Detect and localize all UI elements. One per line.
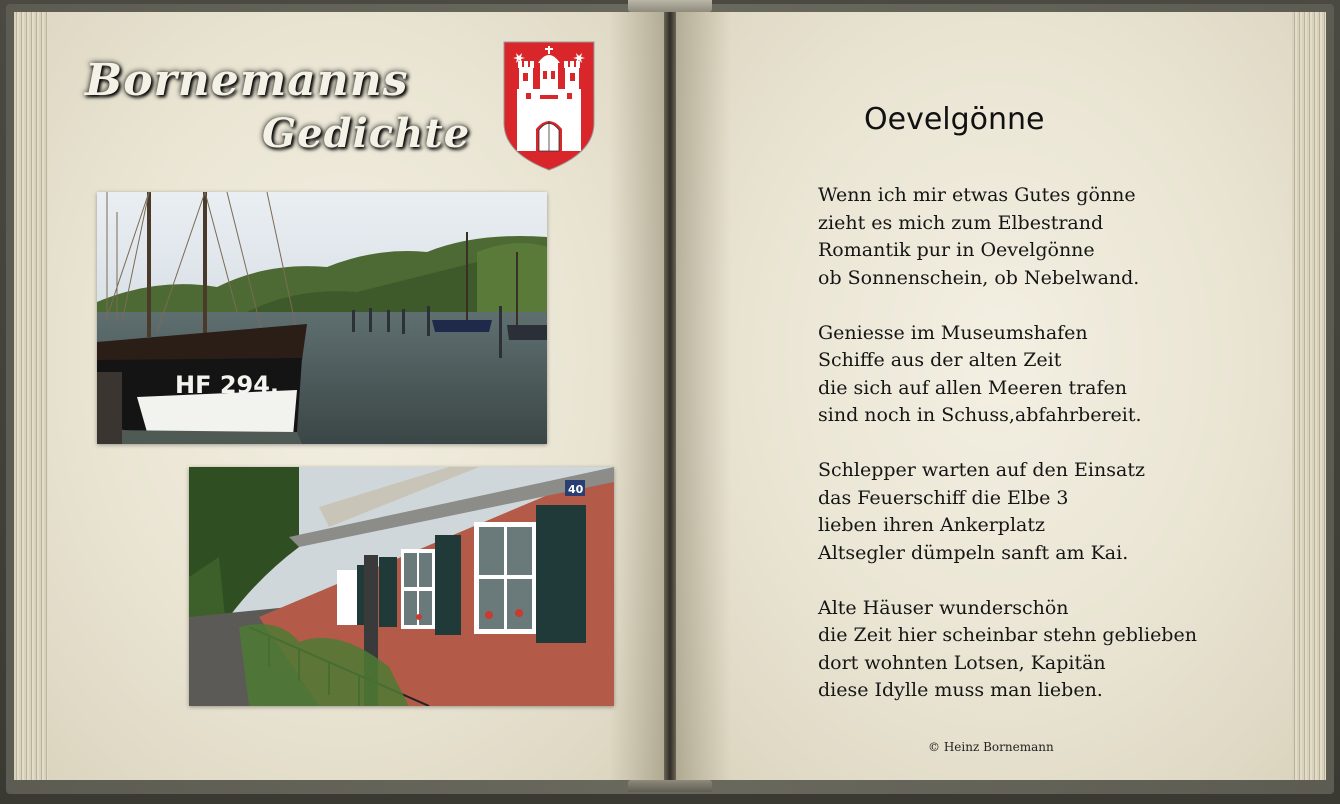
- poem-line: diese Idylle muss man lieben.: [818, 679, 1103, 701]
- poem-stanza: [818, 457, 1238, 567]
- poem-line: Romantik pur in Oevelgönne: [818, 239, 1095, 261]
- poem-line: die Zeit hier scheinbar stehn geblieben: [818, 624, 1197, 646]
- logo-title-line2: Gedichte: [262, 110, 471, 157]
- poem-body: [818, 182, 1238, 732]
- book-clasp-bottom: [628, 780, 712, 792]
- page-edge: [14, 12, 48, 780]
- poem-line: die sich auf allen Meeren trafen: [818, 376, 1128, 399]
- poem-line: Wenn ich mir etwas Gutes gönne: [818, 184, 1136, 206]
- poem-line: Geniesse im Museumshafen: [818, 321, 1088, 344]
- poem-line: Alte Häuser wunderschön: [818, 596, 1069, 619]
- poem-stanza: [818, 595, 1238, 705]
- poem-line: lieben ihren Ankerplatz: [818, 514, 1046, 536]
- hamburg-coat-of-arms-icon: [503, 41, 595, 171]
- book-spine: [664, 6, 676, 786]
- poem-line: Schiffe aus der alten Zeit: [818, 349, 1062, 371]
- page-edge: [1292, 12, 1326, 780]
- poem-line: dort wohnten Lotsen, Kapitän: [818, 651, 1106, 674]
- harbor-photo: [97, 192, 547, 444]
- boat-registration-label: HF 294.: [175, 371, 280, 399]
- house-number-sign: 40: [568, 483, 584, 496]
- poem-title: Oevelgönne: [864, 102, 1045, 137]
- poem-line: Altsegler dümpeln sanft am Kai.: [818, 541, 1129, 564]
- houses-photo: [189, 467, 614, 706]
- poem-line: das Feuerschiff die Elbe 3: [818, 486, 1069, 509]
- copyright-notice: © Heinz Bornemann: [928, 740, 1054, 754]
- poem-stanza: [818, 320, 1238, 430]
- poem-stanza: [818, 182, 1238, 292]
- poem-line: zieht es mich zum Elbestrand: [818, 211, 1104, 234]
- poem-line: Schlepper warten auf den Einsatz: [818, 459, 1145, 481]
- poem-line: ob Sonnenschein, ob Nebelwand.: [818, 266, 1140, 289]
- book-clasp-top: [628, 0, 712, 12]
- poem-line: sind noch in Schuss,abfahrbereit.: [818, 404, 1142, 426]
- logo-title-line1: Bornemanns: [85, 55, 409, 106]
